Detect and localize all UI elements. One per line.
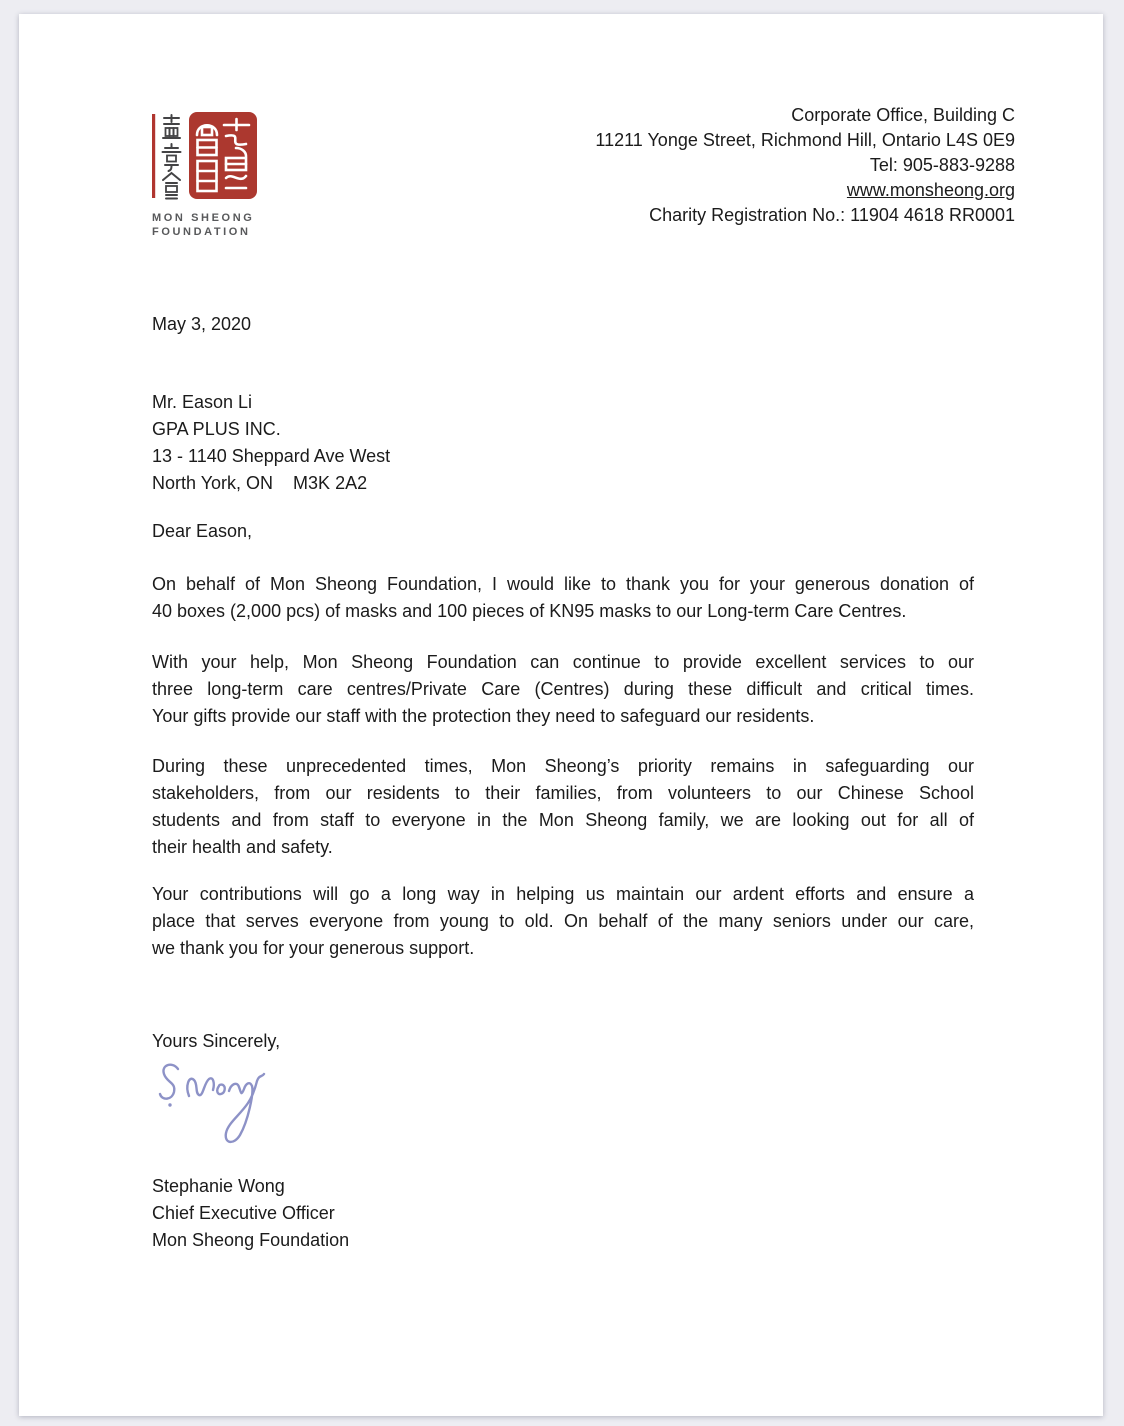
paragraph-1: [152, 571, 974, 625]
recipient-company: GPA PLUS INC.: [152, 419, 281, 439]
paragraph-line: place that serves everyone from young to old. On behalf of the many seniors under our care,: [152, 911, 974, 931]
signer-block: [152, 1173, 974, 1254]
mon-sheong-logo: [152, 112, 264, 239]
letterhead-office-line: Corporate Office, Building C: [791, 105, 1015, 125]
mon-sheong-seal-icon: [152, 112, 260, 202]
handwritten-signature: [156, 1059, 974, 1147]
salutation: Dear Eason,: [152, 521, 253, 541]
paragraph-line: stakeholders, from our residents to their families, from volunteers to our Chinese School: [152, 783, 974, 803]
paragraph-line: their health and safety.: [152, 837, 333, 857]
letter-content: [152, 311, 974, 1254]
letter-page: [19, 14, 1103, 1416]
paragraph-2: [152, 649, 974, 730]
letter-date: May 3, 2020: [152, 314, 252, 334]
letterhead-address-block: [595, 103, 1015, 228]
paragraph-3: [152, 753, 974, 861]
logo-wordmark-line1: MON SHEONG: [152, 212, 255, 224]
paragraph-line: 40 boxes (2,000 pcs) of masks and 100 pieces of KN95 masks to our Long-term Care Centres.: [152, 601, 907, 621]
closing-phrase: Yours Sincerely,: [152, 1031, 281, 1051]
paragraph-line: During these unprecedented times, Mon Sheong’s priority remains in safeguarding our: [152, 756, 974, 776]
recipient-name: Mr. Eason Li: [152, 392, 253, 412]
logo-wordmark-line2: FOUNDATION: [152, 226, 251, 238]
website-link[interactable]: www.monsheong.org: [846, 180, 1015, 200]
letterhead-charity-line: Charity Registration No.: 11904 4618 RR0001: [649, 205, 1015, 225]
letterhead-street-line: 11211 Yonge Street, Richmond Hill, Ontario L4S 0E9: [595, 130, 1015, 150]
recipient-city: North York, ON M3K 2A2: [152, 473, 368, 493]
logo-red-bar: [152, 114, 155, 198]
paragraph-line: Your contributions will go a long way in helping us maintain our ardent efforts and ensure a: [152, 884, 974, 904]
logo-stamp: [189, 112, 257, 199]
recipient-address-block: [152, 389, 974, 497]
paragraph-line: we thank you for your generous support.: [152, 938, 475, 958]
paragraph-line: Your gifts provide our staff with the protection they need to safeguard our residents.: [152, 706, 815, 726]
letterhead-phone-line: Tel: 905-883-9288: [869, 155, 1015, 175]
signer-name: Stephanie Wong: [152, 1176, 285, 1196]
paragraph-line: students and from staff to everyone in the Mon Sheong family, we are looking out for all of: [152, 810, 974, 830]
paragraph-line: On behalf of Mon Sheong Foundation, I would like to thank you for your generous donation of: [152, 574, 974, 594]
recipient-street: 13 - 1140 Sheppard Ave West: [152, 446, 391, 466]
logo-chinese-characters: [163, 115, 181, 199]
signer-organization: Mon Sheong Foundation: [152, 1230, 350, 1250]
paragraph-line: With your help, Mon Sheong Foundation can continue to provide excellent services to our: [152, 652, 974, 672]
signature-icon: [156, 1059, 296, 1147]
signer-title: Chief Executive Officer: [152, 1203, 335, 1223]
paragraph-4: [152, 881, 974, 962]
paragraph-line: three long-term care centres/Private Care (Centres) during these difficult and critical times.: [152, 679, 974, 699]
